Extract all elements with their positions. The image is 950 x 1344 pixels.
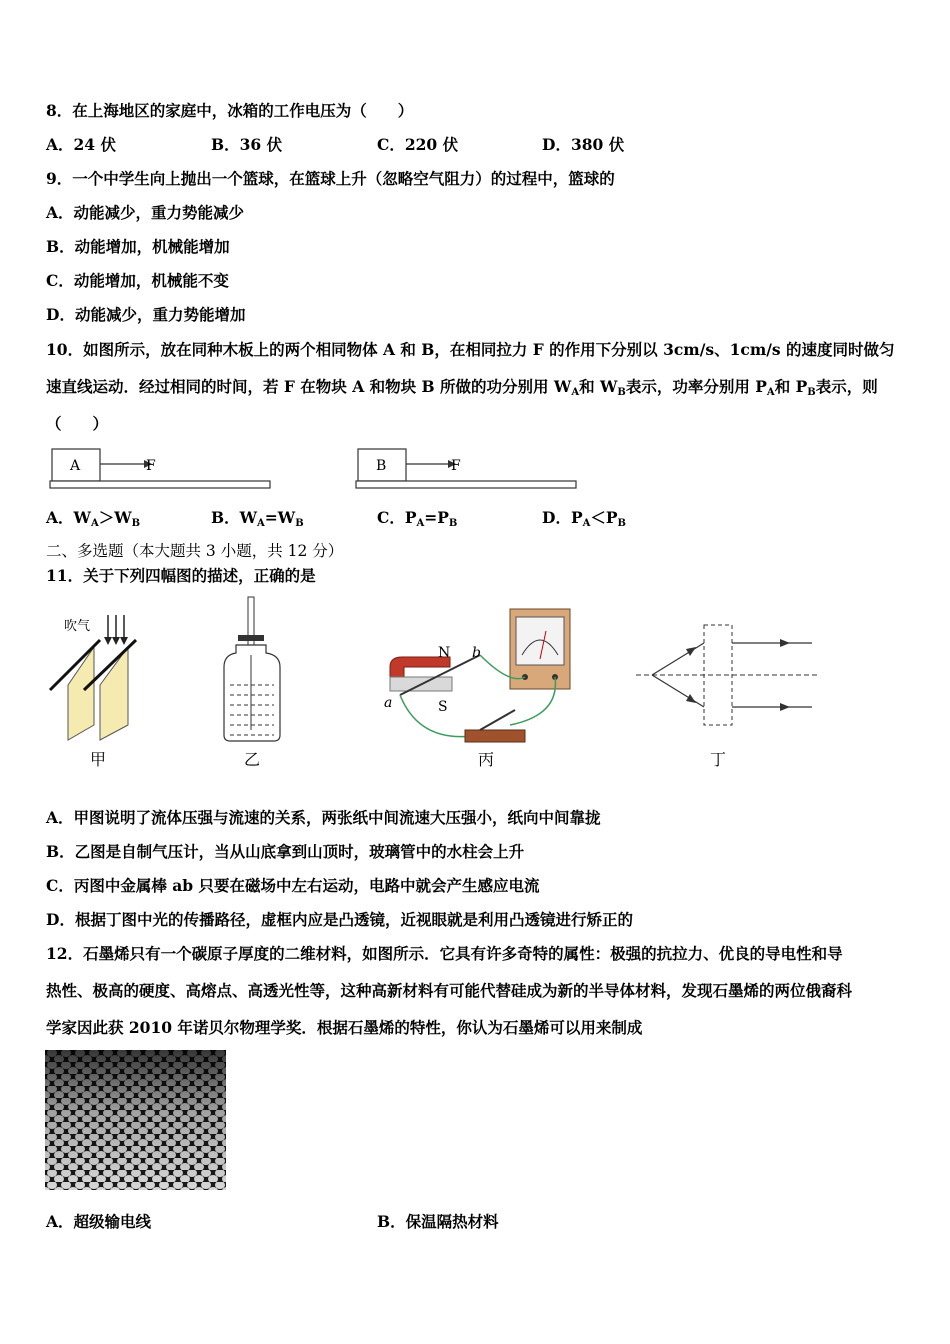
q9-option-b: B．动能增加，机械能增加 bbox=[46, 237, 230, 256]
caption-jia: 甲 bbox=[90, 750, 107, 769]
block-a-diagram bbox=[50, 449, 270, 488]
q11-option-b: B．乙图是自制气压计，当从山底拿到山顶时，玻璃管中的水柱会上升 bbox=[46, 842, 525, 861]
caption-ding: 丁 bbox=[710, 750, 727, 769]
rod-end-b-label: b bbox=[472, 645, 481, 661]
force-f-label-a: F bbox=[146, 458, 156, 474]
q9-option-d: D．动能减少，重力势能增加 bbox=[46, 305, 246, 324]
pole-s-label: S bbox=[438, 699, 448, 715]
q12-stem-line3: 学家因此获 2010 年诺贝尔物理学奖．根据石墨烯的特性，你认为石墨烯可以用来制成 bbox=[46, 1018, 643, 1037]
section-heading: 二、多选题（本大题共 3 小题，共 12 分） bbox=[46, 542, 344, 560]
q12-stem-line2: 热性、极高的硬度、高熔点、高透光性等，这种高新材料有可能代替硅成为新的半导体材料，发现石墨烯的两位俄裔科 bbox=[46, 981, 853, 1000]
q8-option-b: B．36 伏 bbox=[211, 135, 283, 154]
q11-figures bbox=[40, 595, 840, 785]
q10-figure bbox=[46, 445, 586, 495]
q8-stem: 8．在上海地区的家庭中，冰箱的工作电压为（ ） bbox=[46, 101, 414, 120]
q8-option-d: D．380 伏 bbox=[542, 135, 625, 154]
figure-jia-paper bbox=[50, 615, 136, 769]
block-b-diagram bbox=[356, 449, 576, 488]
force-f-label-b: F bbox=[451, 458, 461, 474]
q10-stem-line1: 10．如图所示，放在同种木板上的两个相同物体 A 和 B，在相同拉力 F 的作用下分别以 3cm/s、1cm/s 的速度同时做匀 bbox=[46, 340, 895, 359]
pole-n-label: N bbox=[438, 645, 451, 661]
q10-answer-blank: （ ） bbox=[46, 414, 109, 433]
q10-option-d: D．$P_A<P_B$ bbox=[542, 508, 626, 529]
figure-yi-barometer bbox=[224, 597, 280, 769]
rod-end-a-label: a bbox=[384, 695, 393, 711]
block-a-label: A bbox=[70, 458, 81, 474]
q11-stem: 11．关于下列四幅图的描述，正确的是 bbox=[46, 566, 316, 585]
caption-yi: 乙 bbox=[244, 750, 261, 769]
q11-option-d: D．根据丁图中光的传播路径，虚框内应是凸透镜，近视眼就是利用凸透镜进行矫正的 bbox=[46, 910, 633, 929]
figure-ding-lens bbox=[636, 625, 820, 769]
q12-option-a: A．超级输电线 bbox=[46, 1212, 152, 1231]
q9-stem: 9．一个中学生向上抛出一个篮球，在篮球上升（忽略空气阻力）的过程中，篮球的 bbox=[46, 169, 615, 188]
q10-option-c: C．$P_A=P_B$ bbox=[377, 508, 458, 529]
q9-option-a: A．动能减少，重力势能减少 bbox=[46, 203, 245, 222]
q10-stem-line2: 速直线运动．经过相同的时间，若 F 在物块 A 和物块 B 所做的功分别用 $W_A$和 $W_B$表示，功率分别用 $P_A$和 $P_B$表示，则 bbox=[46, 377, 878, 398]
blow-label: 吹气 bbox=[64, 619, 91, 634]
block-b-label: B bbox=[376, 458, 387, 474]
q10-option-b: B．$W_A=W_B$ bbox=[211, 508, 304, 529]
figure-bing-induction bbox=[384, 609, 570, 769]
q8-option-a: A．24 伏 bbox=[46, 135, 116, 154]
q12-option-b: B．保温隔热材料 bbox=[377, 1212, 499, 1231]
q11-option-c: C．丙图中金属棒 ab 只要在磁场中左右运动，电路中就会产生感应电流 bbox=[46, 876, 540, 895]
q9-option-c: C．动能增加，机械能不变 bbox=[46, 271, 229, 290]
graphene-image bbox=[45, 1050, 226, 1190]
q11-option-a: A．甲图说明了流体压强与流速的关系，两张纸中间流速大压强小，纸向中间靠拢 bbox=[46, 808, 601, 827]
q12-stem-line1: 12．石墨烯只有一个碳原子厚度的二维材料，如图所示．它具有许多奇特的属性：极强的抗拉力、优良的导电性和导 bbox=[46, 944, 843, 963]
q10-option-a: A．$W_A>W_B$ bbox=[46, 508, 141, 529]
q8-option-c: C．220 伏 bbox=[377, 135, 459, 154]
caption-bing: 丙 bbox=[478, 750, 495, 769]
